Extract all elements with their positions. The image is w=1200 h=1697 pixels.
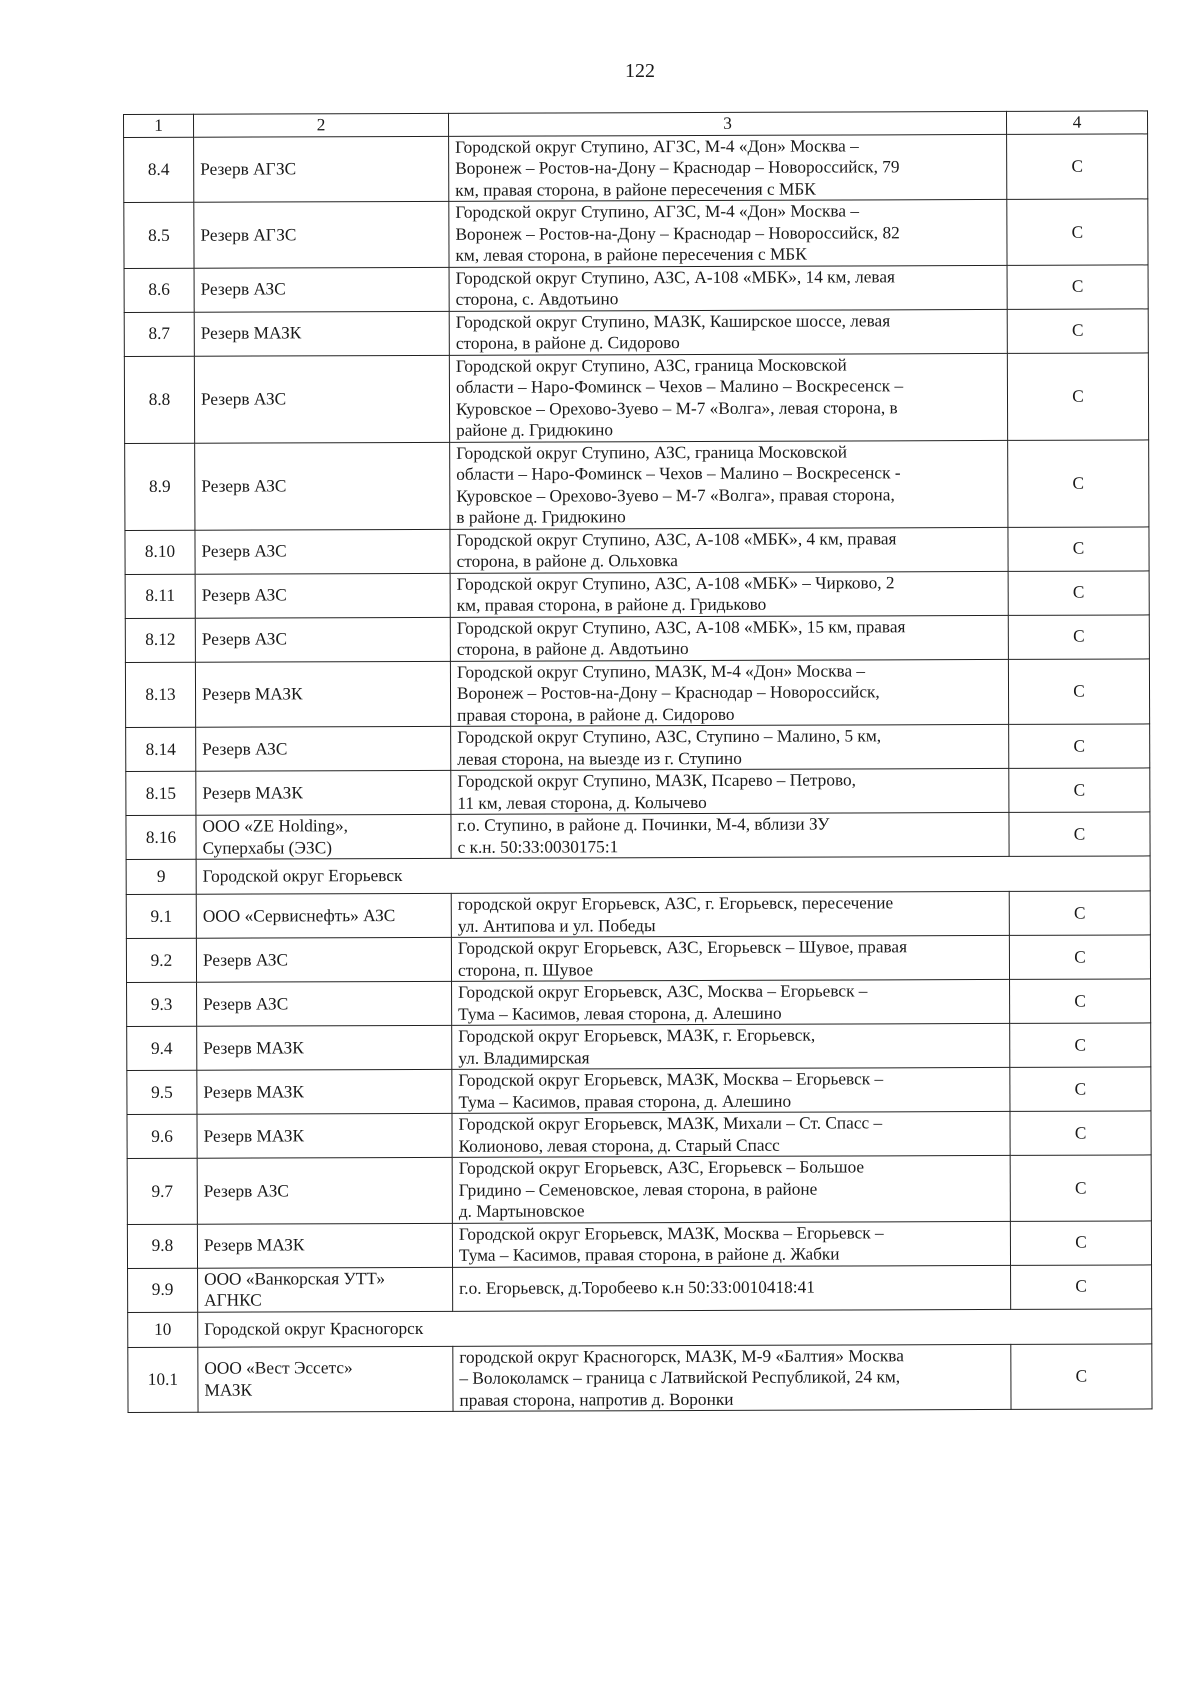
address-line: Городской округ Ступино, АЗС, граница Московской: [455, 354, 847, 376]
facility-address: [453, 1265, 1011, 1311]
facility-name: [197, 1025, 452, 1070]
address-line: Воронеж – Ростов-на-Дону – Краснодар – Новороссийск,: [456, 682, 880, 703]
table-row: [125, 570, 1149, 618]
facility-address: [450, 527, 1008, 573]
facility-address: [449, 353, 1007, 442]
facility-address: [449, 265, 1007, 311]
category-code: С: [1009, 724, 1150, 768]
category-code: С: [1011, 1343, 1152, 1409]
address-line: области – Наро-Фоминск – Чехов – Малино – Воскресенск –: [455, 376, 904, 397]
registry-table: [123, 110, 1153, 1413]
facility-name-line: Резерв МАЗК: [203, 1038, 304, 1058]
facility-name: [198, 1267, 453, 1312]
section-title: Городской округ Красногорск: [198, 1308, 1152, 1346]
row-number: 10.1: [128, 1347, 198, 1413]
address-line: Тума – Касимов, правая сторона, д. Алешино: [458, 1091, 792, 1112]
facility-name-line: ООО «Сервиснефть» АЗС: [202, 905, 396, 926]
address-line: Городской округ Егорьевск, АЗС, Москва – Егорьевск –: [458, 981, 868, 1002]
category-code: С: [1009, 891, 1150, 935]
facility-address: [452, 1111, 1010, 1157]
address-line: Городской округ Егорьевск, АЗС, Егорьевск – Шувое, правая: [457, 937, 908, 958]
facility-name-line: Резерв АЗС: [203, 994, 289, 1014]
row-number: 8.8: [124, 356, 194, 443]
category-code: С: [1009, 768, 1150, 812]
row-number: 9.4: [127, 1026, 197, 1070]
table-row: [127, 1023, 1151, 1071]
address-line: Городской округ Егорьевск, МАЗК, Москва – Егорьевск –: [458, 1222, 884, 1244]
address-line: Городской округ Ступино, МАЗК, Псарево – Петрово,: [457, 770, 856, 791]
row-number: 8.10: [125, 530, 195, 574]
address-line: Городской округ Ступино, АЗС, А-108 «МБК» – Чирково, 2: [456, 572, 895, 594]
col-header-1: 1: [124, 114, 194, 137]
address-line: Городской округ Егорьевск, АЗС, Егорьевск – Большое: [458, 1157, 865, 1178]
address-line: км, правая сторона, в районе д. Гридьково: [456, 594, 767, 615]
row-number: 9.2: [126, 938, 196, 982]
table-row: [127, 1220, 1151, 1268]
category-code: С: [1007, 199, 1148, 265]
address-line: районе д. Гридюкино: [456, 420, 614, 440]
facility-name: [194, 201, 449, 267]
address-line: Тума – Касимов, левая сторона, д. Алешино: [458, 1003, 782, 1024]
table-row: [124, 308, 1148, 356]
facility-name-line: МАЗК: [204, 1380, 253, 1400]
category-code: С: [1010, 1220, 1151, 1264]
address-line: Куровское – Орехово-Зуево – М-7 «Волга», правая сторона,: [456, 484, 895, 506]
table-row: [124, 352, 1148, 443]
facility-name-line: ООО «Вест Эссетс»: [204, 1358, 353, 1378]
facility-name: [195, 529, 450, 574]
address-line: правая сторона, в районе д. Сидорово: [457, 704, 735, 725]
table-row: [127, 1155, 1151, 1224]
section-row: [128, 1308, 1152, 1347]
facility-name: [194, 136, 449, 202]
address-line: Воронеж – Ростов-на-Дону – Краснодар – Новороссийск, 79: [455, 157, 900, 178]
facility-name-line: Резерв АЗС: [202, 950, 289, 970]
facility-name: [196, 726, 451, 771]
facility-name-line: Резерв МАЗК: [203, 1082, 304, 1102]
address-line: Городской округ Ступино, АЗС, Ступино – Малино, 5 км,: [457, 726, 882, 747]
category-code: С: [1007, 352, 1148, 439]
address-line: Городской округ Ступино, АЗС, граница Московской: [456, 441, 848, 463]
category-code: С: [1010, 1111, 1151, 1155]
table-row: [128, 1343, 1152, 1412]
facility-name-line: Резерв АГЗС: [200, 224, 297, 245]
table-row: [126, 768, 1150, 816]
row-number: 9.1: [126, 894, 196, 938]
facility-address: [450, 440, 1008, 529]
row-number: 8.5: [124, 202, 194, 268]
row-number: 9.6: [127, 1114, 197, 1158]
row-number: 8.6: [124, 268, 194, 312]
table-row: [128, 1264, 1152, 1312]
facility-address: [449, 134, 1007, 201]
section-row: [126, 856, 1150, 895]
facility-name: [197, 1157, 452, 1223]
address-line: сторона, в районе д. Сидорово: [455, 333, 680, 353]
table-row: [126, 724, 1150, 772]
category-code: С: [1007, 264, 1148, 308]
facility-name-line: Резерв АЗС: [200, 389, 287, 409]
facility-name-line: Резерв АЗС: [201, 585, 287, 605]
address-line: Городской округ Ступино, АГЗС, М-4 «Дон» Москва –: [455, 135, 859, 157]
table-row: [127, 1111, 1151, 1159]
category-code: С: [1007, 308, 1148, 352]
row-number: 8.12: [125, 618, 195, 662]
address-line: Колионово, левая сторона, д. Старый Спасс: [458, 1135, 780, 1156]
table-row: [125, 439, 1149, 530]
address-line: сторона, в районе д. Ольховка: [456, 551, 679, 571]
facility-name-line: Резерв МАЗК: [203, 1235, 305, 1255]
facility-name: [197, 1113, 452, 1158]
address-line: Гридино – Семеновское, левая сторона, в районе: [458, 1179, 818, 1200]
facility-name-line: Резерв АЗС: [202, 739, 288, 759]
table-row: [125, 526, 1149, 574]
col-header-4: 4: [1006, 111, 1147, 134]
address-line: Тума – Касимов, правая сторона, в районе д. Жабки: [458, 1244, 840, 1265]
table-row: [124, 199, 1148, 268]
facility-name-line: Резерв МАЗК: [201, 684, 303, 704]
row-number: 8.13: [125, 662, 195, 728]
facility-address: [451, 724, 1009, 770]
facility-name-line: АГНКС: [204, 1290, 262, 1310]
address-line: области – Наро-Фоминск – Чехов – Малино – Воскресенск -: [456, 463, 901, 484]
facility-name-line: Резерв АЗС: [201, 476, 287, 496]
facility-address: [452, 1067, 1010, 1113]
category-code: С: [1008, 526, 1149, 570]
col-header-2: 2: [194, 113, 449, 136]
address-line: Городской округ Ступино, АЗС, А-108 «МБК», 14 км, левая: [455, 266, 895, 288]
address-line: – Волоколамск – граница с Латвийской Республикой, 24 км,: [459, 1367, 901, 1388]
row-number: 8.7: [124, 312, 194, 356]
category-code: С: [1008, 614, 1149, 658]
facility-address: [451, 935, 1009, 981]
category-code: С: [1008, 658, 1149, 724]
address-line: Городской округ Егорьевск, МАЗК, Москва – Егорьевск –: [458, 1069, 884, 1090]
category-code: С: [1009, 812, 1150, 856]
facility-address: [452, 979, 1010, 1025]
facility-name: [195, 573, 450, 618]
category-code: С: [1010, 1155, 1151, 1221]
address-line: левая сторона, на выезде из г. Ступино: [457, 748, 742, 769]
facility-name: [196, 770, 451, 815]
col-header-3: 3: [448, 111, 1006, 135]
address-line: км, правая сторона, в районе пересечения с МБК: [455, 179, 816, 200]
address-line: Воронеж – Ростов-на-Дону – Краснодар – Новороссийск, 82: [455, 222, 900, 244]
address-line: Городской округ Ступино, АГЗС, М-4 «Дон» Москва –: [455, 201, 859, 222]
facility-name: [197, 981, 452, 1026]
facility-address: [452, 1221, 1010, 1267]
page-number: 122: [625, 60, 655, 82]
address-line: г.о. Ступино, в районе д. Починки, М-4, вблизи ЗУ: [457, 814, 830, 835]
category-code: С: [1010, 1023, 1151, 1067]
facility-name-line: Резерв АЗС: [201, 541, 287, 561]
table-row: [125, 614, 1149, 662]
facility-name-line: Суперхабы (ЭЗС): [202, 837, 333, 858]
facility-name-line: ООО «ZE Holding»,: [202, 816, 348, 836]
table-row: [127, 1067, 1151, 1115]
table-row: [127, 979, 1151, 1027]
facility-name: [194, 311, 449, 356]
row-number: 9.7: [127, 1158, 197, 1224]
table-body: [124, 133, 1152, 1412]
facility-name-line: Резерв МАЗК: [202, 783, 303, 803]
address-line: 11 км, левая сторона, д. Колычево: [457, 792, 707, 813]
address-line: в районе д. Гридюкино: [456, 507, 626, 527]
facility-name: [194, 267, 449, 312]
section-title: Городской округ Егорьевск: [196, 856, 1150, 894]
address-line: сторона, с. Авдотьино: [455, 289, 619, 309]
row-number: 8.14: [126, 727, 196, 771]
row-number: 8.11: [125, 574, 195, 618]
facility-name-line: ООО «Ванкорская УТТ»: [204, 1268, 386, 1289]
facility-name-line: Резерв АЗС: [201, 629, 287, 649]
facility-name-line: Резерв МАЗК: [203, 1126, 305, 1146]
address-line: городской округ Красногорск, МАЗК, М-9 «Балтия» Москва: [459, 1345, 904, 1367]
row-number: 8.4: [124, 137, 194, 203]
row-number: 9.8: [127, 1224, 197, 1268]
facility-address: [451, 812, 1009, 858]
facility-name: [196, 937, 451, 982]
facility-name-line: Резерв МАЗК: [200, 323, 302, 343]
address-line: д. Мартыновское: [458, 1201, 585, 1221]
facility-address: [452, 1155, 1010, 1222]
section-number: 10: [128, 1312, 198, 1347]
category-code: С: [1010, 979, 1151, 1023]
address-line: сторона, в районе д. Авдотьино: [456, 639, 689, 659]
facility-name: [197, 1223, 452, 1268]
facility-name-line: Резерв АЗС: [203, 1180, 289, 1201]
facility-address: [449, 199, 1007, 266]
address-line: правая сторона, напротив д. Воронки: [459, 1389, 734, 1410]
address-line: Городской округ Егорьевск, МАЗК, Михали – Ст. Спасс –: [458, 1113, 883, 1134]
facility-address: [451, 768, 1009, 814]
table-row: [125, 658, 1149, 727]
address-line: сторона, п. Шувое: [457, 959, 594, 980]
category-code: С: [1009, 935, 1150, 979]
row-number: 8.15: [126, 771, 196, 815]
facility-name: [194, 355, 449, 443]
facility-address: [449, 309, 1007, 355]
address-line: с к.н. 50:33:0030175:1: [457, 836, 619, 857]
category-code: С: [1011, 1264, 1152, 1308]
row-number: 9.9: [128, 1268, 198, 1312]
address-line: городской округ Егорьевск, АЗС, г. Егорьевск, пересечение: [457, 893, 894, 914]
table-row: [124, 264, 1148, 312]
address-line: ул. Владимирская: [458, 1047, 590, 1068]
table-row: [126, 935, 1150, 983]
row-number: 8.9: [125, 443, 195, 530]
facility-address: [451, 891, 1009, 937]
facility-name: [195, 661, 450, 727]
facility-address: [450, 615, 1008, 661]
facility-name: [197, 1069, 452, 1114]
category-code: С: [1008, 570, 1149, 614]
section-number: 9: [126, 859, 196, 894]
address-line: Городской округ Ступино, МАЗК, М-4 «Дон» Москва –: [456, 660, 866, 682]
facility-name: [195, 442, 450, 530]
facility-address: [453, 1344, 1011, 1411]
facility-name: [196, 814, 451, 859]
address-line: г.о. Егорьевск, д.Торобеево к.н 50:33:0010418:41: [459, 1277, 815, 1299]
address-line: Городской округ Егорьевск, МАЗК, г. Егорьевск,: [458, 1025, 816, 1046]
facility-address: [450, 659, 1008, 726]
facility-name: [195, 617, 450, 662]
address-line: Куровское – Орехово-Зуево – М-7 «Волга», левая сторона, в: [455, 397, 898, 419]
address-line: Городской округ Ступино, МАЗК, Каширское шоссе, левая: [455, 310, 891, 332]
row-number: 9.5: [127, 1070, 197, 1114]
address-line: ул. Антипова и ул. Победы: [457, 915, 656, 936]
facility-address: [450, 571, 1008, 617]
category-code: С: [1008, 439, 1149, 526]
facility-name-line: Резерв АГЗС: [200, 159, 297, 179]
facility-name: [198, 1346, 453, 1412]
address-line: км, левая сторона, в районе пересечения с МБК: [455, 244, 807, 265]
category-code: С: [1010, 1067, 1151, 1111]
facility-address: [452, 1023, 1010, 1069]
table-row: [124, 133, 1148, 202]
facility-name-line: Резерв АЗС: [200, 279, 286, 299]
table-row: [126, 891, 1150, 939]
category-code: С: [1007, 133, 1148, 199]
address-line: Городской округ Ступино, АЗС, А-108 «МБК», 15 км, правая: [456, 616, 906, 638]
table-row: [126, 812, 1150, 860]
row-number: 9.3: [127, 982, 197, 1026]
row-number: 8.16: [126, 815, 196, 859]
facility-name: [196, 893, 451, 938]
address-line: Городской округ Ступино, АЗС, А-108 «МБК», 4 км, правая: [456, 528, 897, 550]
